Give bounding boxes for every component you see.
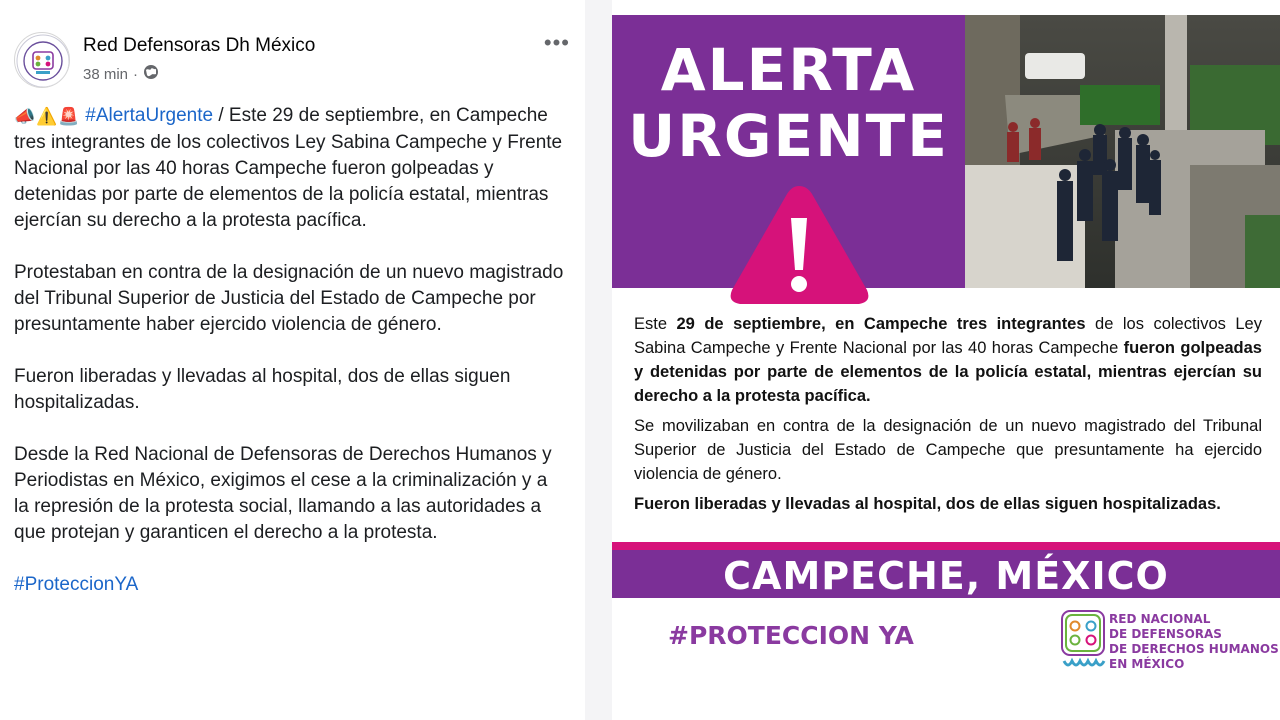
red-nacional-logo-icon — [1060, 609, 1106, 675]
org-line-3: DE DERECHOS HUMANOS — [1109, 642, 1279, 656]
poster-paragraph-2: Se movilizaban en contra de la designación de un nuevo magistrado del Tribunal Superior de Justicia del Estado de Campeche que presuntamente ha ejercido violencia de género. — [634, 417, 1262, 483]
megaphone-emoji: 📣 — [14, 107, 36, 126]
post-text — [14, 103, 564, 624]
siren-emoji: 🚨 — [58, 107, 80, 126]
post-paragraph-3: Fueron liberadas y llevadas al hospital, dos de ellas siguen hospitalizadas. — [14, 366, 511, 413]
poster-p3: Fueron liberadas y llevadas al hospital, dos de ellas siguen hospitalizadas. — [634, 495, 1221, 513]
alert-poster-image[interactable] — [612, 15, 1280, 720]
post-time[interactable]: 38 min — [83, 65, 129, 83]
red-nacional-logo-text — [1109, 612, 1279, 672]
more-options-icon[interactable]: ••• — [543, 30, 570, 55]
org-line-4: EN MÉXICO — [1109, 657, 1185, 671]
post-paragraph-1-text: / Este 29 de septiembre, en Campeche tres integrantes de los colectivos Ley Sabina Campeche y Frente Nacional por las 40 horas Campeche fueron golpeadas y detenidas por parte de elementos de la policía estatal, mientras ejercían su derecho a la protesta pacífica. — [14, 105, 563, 231]
poster-hashtag: #PROTECCION YA — [668, 621, 914, 650]
post-paragraph-4: Desde la Red Nacional de Defensoras de Derechos Humanos y Periodistas en México, exigimos el cese a la criminalización y a la represión de la protesta social, llamando a las autoridades a que protejan y garanticen el derecho a la protesta. — [14, 444, 552, 543]
poster-body-text — [634, 312, 1262, 522]
post-author[interactable]: Red Defensoras Dh México — [83, 35, 316, 56]
divider — [585, 0, 612, 720]
hashtag-proteccion-ya[interactable]: #ProteccionYA — [14, 574, 139, 595]
poster-p1-a: Este — [634, 315, 677, 333]
protest-photo — [965, 15, 1280, 288]
hashtag-alerta-urgente[interactable]: #AlertaUrgente — [85, 105, 214, 126]
poster-p1-b: 29 de septiembre, en Campeche tres integrantes — [676, 315, 1086, 333]
globe-icon — [143, 64, 159, 84]
poster-accent-line — [612, 542, 1280, 550]
meta-separator: · — [133, 65, 139, 83]
org-line-2: DE DEFENSORAS — [1109, 627, 1222, 641]
poster-title-line-2: URGENTE — [628, 102, 949, 170]
poster-p1-d: fueron golpeadas y detenidas por parte de elementos de la policía estatal, mientras ejercían su derecho a la protesta pacífica. — [634, 339, 1262, 405]
post-paragraph-1 — [14, 103, 564, 234]
post-header — [14, 30, 574, 90]
poster-p1-c: de los colectivos Ley Sabina Campeche y Frente Nacional por las 40 horas Campeche — [634, 315, 1262, 357]
post-paragraph-2: Protestaban en contra de la designación de un nuevo magistrado del Tribunal Superior de Justicia del Estado de Campeche por presuntamente haber ejercido violencia de género. — [14, 262, 564, 335]
page-avatar[interactable] — [14, 32, 70, 88]
poster-location: CAMPECHE, MÉXICO — [723, 554, 1169, 598]
warning-emoji: ⚠️ — [36, 107, 58, 126]
org-line-1: RED NACIONAL — [1109, 612, 1211, 626]
warning-triangle-icon — [727, 178, 872, 308]
facebook-post — [0, 0, 585, 720]
post-meta — [83, 64, 159, 84]
poster-title — [612, 37, 965, 169]
poster-paragraph-1 — [634, 312, 1262, 408]
poster-title-line-1: ALERTA — [660, 36, 917, 104]
poster-paragraph-3 — [634, 492, 1262, 516]
